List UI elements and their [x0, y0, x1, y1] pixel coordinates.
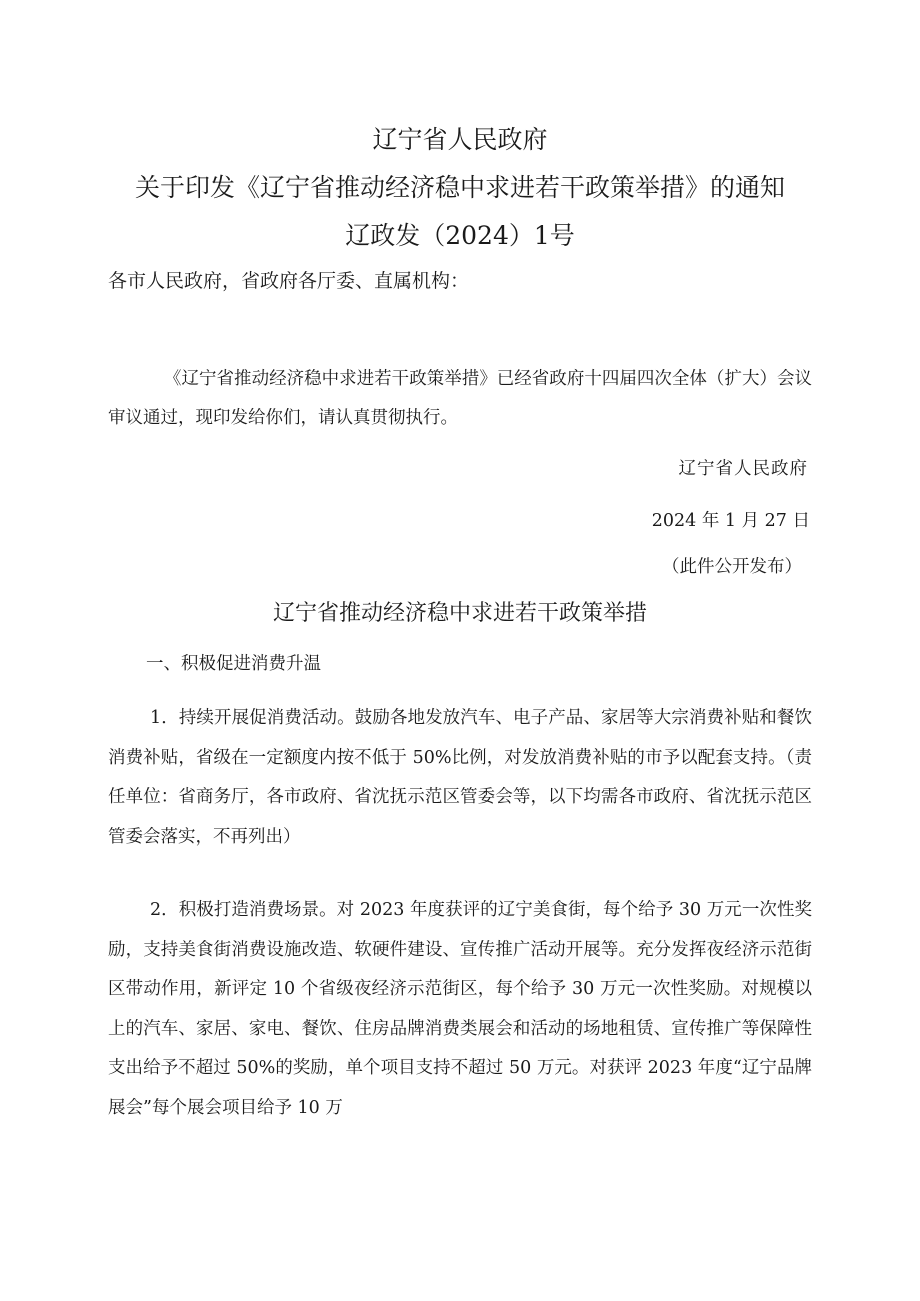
- document-number: 辽政发（2024）1号: [345, 221, 575, 250]
- salutation: 各市人民政府，省政府各厅委、直属机构：: [108, 270, 470, 292]
- intro-paragraph: 《辽宁省推动经济稳中求进若干政策举措》已经省政府十四届四次全体（扩大）会议审议通过，现印发给你们，请认真贯彻执行。: [108, 369, 812, 428]
- notice-subject-title: 关于印发《辽宁省推动经济稳中求进若干政策举措》的通知: [134, 173, 785, 202]
- section-heading: 一、积极促进消费升温: [146, 654, 321, 674]
- publication-note: （此件公开发布）: [662, 557, 802, 577]
- document-title-block: [0, 116, 920, 260]
- issuer-title: 辽宁省人民政府: [372, 125, 548, 154]
- measure-item: 1．持续开展促消费活动。鼓励各地发放汽车、电子产品、家居等大宗消费补贴和餐饮消费补贴，省级在一定额度内按不低于 50%比例，对发放消费补贴的市予以配套支持。（责任单位：省商务厅，各市政府、省沈抚示范区管委会等，以下均需各市政府、省沈抚示范区管委会落实，不再列出）: [108, 708, 812, 847]
- measures-title: 辽宁省推动经济稳中求进若干政策举措: [272, 601, 647, 626]
- measure-item: 2．积极打造消费场景。对 2023 年度获评的辽宁美食街，每个给予 30 万元一次性奖励，支持美食街消费设施改造、软硬件建设、宣传推广活动开展等。充分发挥夜经济示范街区带动作用，新评定 10 个省级夜经济示范街区，每个给予 30 万元一次性奖励。对规模以上的汽车、家居、家电、餐饮、住房品牌消费类展会和活动的场地租赁、宣传推广等保障性支出给予不超过 50%的奖励，单个项目支持不超过 50 万元。对获评 2023 年度“辽宁品牌展会”每个展会项目给予 10 万: [108, 900, 812, 1118]
- signature-date: 2024 年 1 月 27 日: [651, 511, 810, 531]
- signature-organization: 辽宁省人民政府: [678, 459, 808, 479]
